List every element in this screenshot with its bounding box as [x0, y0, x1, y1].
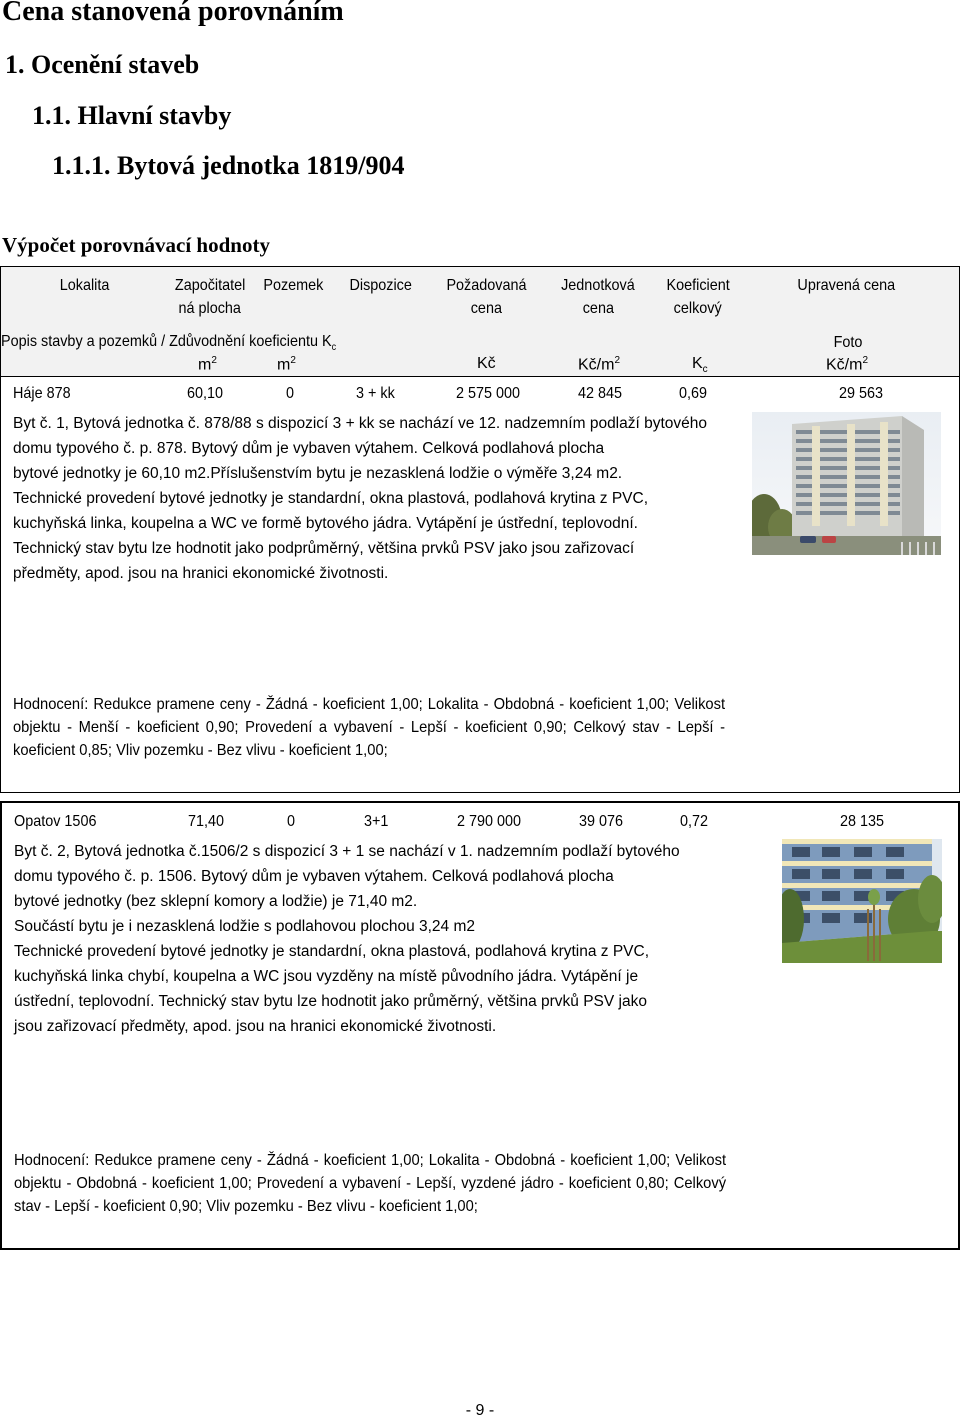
description: Byt č. 1, Bytová jednotka č. 878/88 s dispozicí 3 + kk se nachází ve 12. nadzemním podlaží bytového domu typového č. p. 878. Bytový dům je vybaven výtahem. Celková podlahová plocha bytové jednotky je 60,10 m2.Příslušenstvím bytu je nezasklená lodžie o výměře 3,24 m2. Technické provedení bytové jednotky je standardní, okna plastová, podlahová krytina z PVC, kuchyňská linka, koupelna a WC ve formě bytového jádra. Vytápění je ústřední, teplovodní. Technický stav bytu lze hodnotit jako podprůměrný, většina prvků PSV jako jsou zařizovací předměty, apod. jsou na hranici ekonomické životnosti. [13, 415, 708, 582]
unit-k: $K_c$ [692, 355, 708, 376]
cell-koeficient: 0,72 [680, 813, 709, 830]
page-title: Cena stanovená porovnáním [2, 0, 344, 27]
evaluation: Hodnocení: Redukce pramene ceny - Žádná - koeficient 1,00; Lokalita - Obdobná - koeficient 1,00; Velikost objektu - Obdobná - koeficient 1,00; Provedení a vybavení - Lepší, vyzdené jádro - koeficient 0,80; Celkový stav - Lepší - koeficient 0,90; Vliv pozemku - Bez vlivu - koeficient 1,00; [14, 1152, 727, 1215]
unit-kc: Kč [477, 355, 496, 372]
col-lokalita: Lokalita [60, 277, 110, 294]
cell-plocha: 71,40 [188, 813, 225, 830]
col-jednotkova-cena: Jednotková cena [561, 277, 635, 317]
unit-kc-m2: $Kč/m^2$ [578, 355, 621, 374]
unit-m2: $m^2$ [198, 355, 217, 374]
cell-plocha: 60,10 [187, 385, 224, 402]
unit-m2: $m^2$ [277, 355, 296, 374]
subsection-heading: 1.1. Hlavní stavby [32, 101, 232, 130]
page-number: - 9 - [465, 1402, 495, 1419]
col-dispozice: Dispozice [349, 277, 413, 294]
building-photo [782, 839, 942, 963]
calculation-heading: Výpočet porovnávací hodnoty [2, 233, 270, 257]
unit-kc-m2: $Kč/m^2$ [826, 355, 869, 374]
cell-upravena-cena: 29 563 [839, 385, 884, 402]
cell-cena: 2 790 000 [457, 813, 522, 830]
col-pozadovana-cena: Požadovaná cena [445, 277, 527, 317]
cell-jednotkova: 42 845 [578, 385, 623, 402]
subsubsection-heading: 1.1.1. Bytová jednotka 1819/904 [52, 151, 405, 180]
section-heading: 1. Ocenění staveb [5, 50, 200, 79]
description: Byt č. 2, Bytová jednotka č.1506/2 s dispozicí 3 + 1 se nachází v 1. nadzemním podlaží bytového domu typového č. p. 1506. Bytový dům je vybaven výtahem. Celková podlahová plocha bytové jednotky (bez sklepní komory a lodžie) je 71,40 m2. Součástí bytu je i nezasklená lodžie s podlahovou plochou 3,24 m2 Technické provedení bytové jednotky je standardní, okna plastová, podlahová krytina z PVC, kuchyňská linka chybí, koupelna a WC jsou vyzděny na místě původního jádra. Vytápění je ústřední, teplovodní. Technický stav bytu lze hodnotit jako průměrný, většina prvků PSV jako jsou zařizovací předměty, apod. jsou na hranici ekonomické životnosti. [14, 843, 680, 1035]
col-upravena-cena: Upravená cena [797, 277, 895, 294]
cell-dispozice: 3 + kk [356, 385, 395, 402]
cell-pozemek: 0 [287, 813, 296, 830]
cell-lokalita: Háje 878 [13, 385, 71, 402]
cell-koeficient: 0,69 [679, 385, 708, 402]
evaluation: Hodnocení: Redukce pramene ceny - Žádná - koeficient 1,00; Lokalita - Obdobná - koeficient 1,00; Velikost objektu - Menší - koeficient 0,90; Provedení a vybavení - Lepší - koeficient 0,90; Celkový stav - Lepší - koeficient 0,85; Vliv pozemku - Bez vlivu - koeficient 1,00; [13, 696, 726, 759]
cell-dispozice: 3+1 [364, 813, 389, 830]
cell-jednotkova: 39 076 [579, 813, 624, 830]
col-foto: Foto [833, 334, 863, 351]
table-row [0, 801, 960, 1250]
col-zapocitatelna: Započitatel ná plocha [174, 277, 246, 317]
col-pozemek: Pozemek [262, 277, 324, 294]
cell-cena: 2 575 000 [456, 385, 521, 402]
table-row [0, 376, 960, 793]
col-popis: Popis stavby a pozemků / Zdůvodnění koeficientu $K_c$ [1, 333, 337, 354]
building-photo [752, 412, 941, 555]
cell-lokalita: Opatov 1506 [14, 813, 97, 830]
table-header [0, 266, 960, 377]
cell-upravena-cena: 28 135 [840, 813, 885, 830]
col-koeficient: Koeficient celkový [666, 277, 730, 317]
cell-pozemek: 0 [286, 385, 295, 402]
